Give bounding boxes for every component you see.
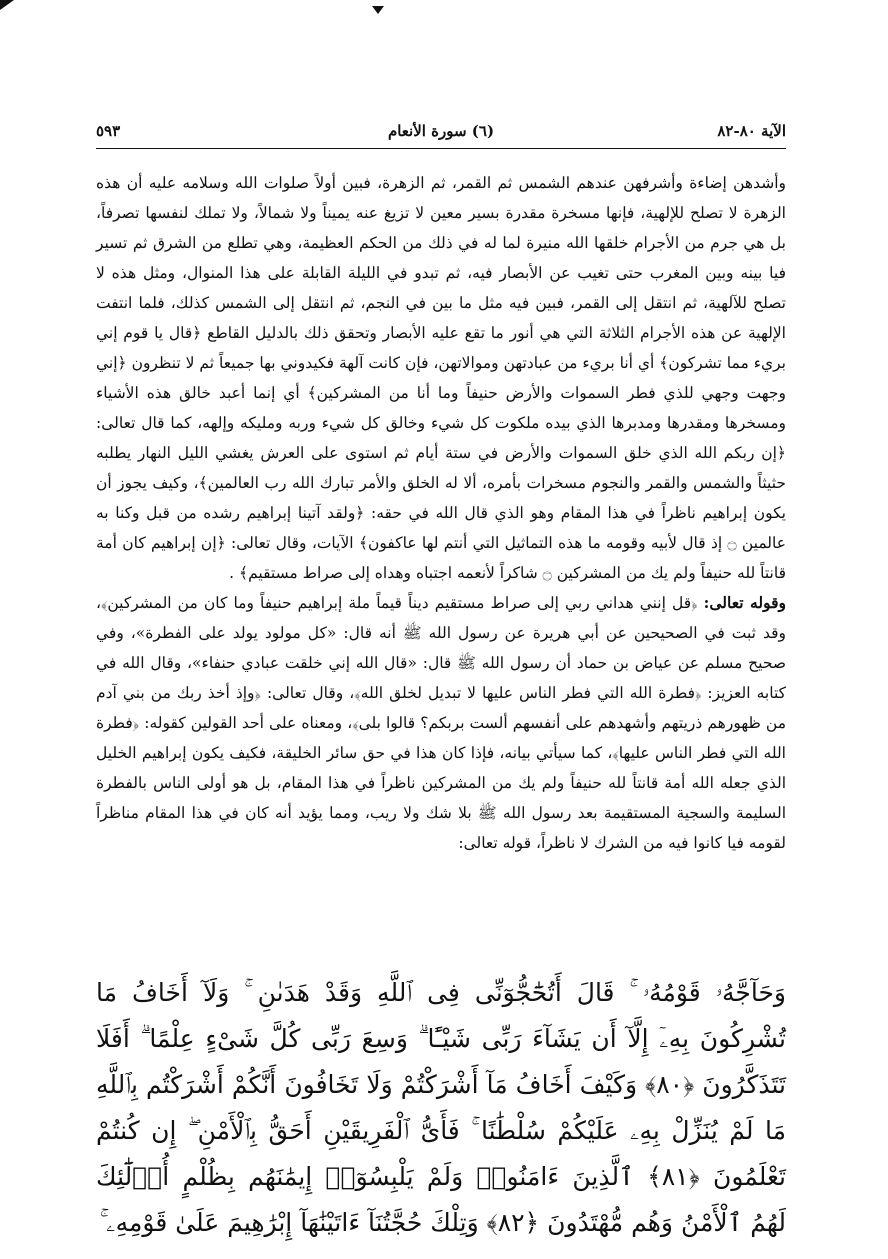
paragraph-lead-phrase: وقوله تعالى: <box>703 593 786 612</box>
header-divider <box>96 148 786 149</box>
header-surah-title: (٦) سورة الأنعام <box>387 122 495 140</box>
commentary-paragraph-2 <box>96 588 786 858</box>
scan-corner-mark <box>0 0 14 10</box>
commentary-text <box>96 168 786 858</box>
header-verse-range: الآية ٨٠-٨٢ <box>717 122 786 140</box>
running-header <box>96 122 786 146</box>
scan-top-mark <box>372 6 384 14</box>
page-number: ٥٩٣ <box>96 122 121 140</box>
quran-verses-block: وَحَآجَّهُۥ قَوْمُهُۥ ۚ قَالَ أَتُحَٰٓجُّوٓنِّى فِى ٱللَّهِ وَقَدْ هَدَىٰنِ ۚ وَلَآ أَخَافُ مَا تُشْرِكُونَ بِهِۦٓ إِلَّآ أَن يَشَآءَ رَبِّى شَيْـًٔا ۗ وَسِعَ رَبِّى كُلَّ شَىْءٍ عِلْمًا ۗ أَفَلَا تَتَذَكَّرُونَ ﴿٨٠﴾ وَكَيْفَ أَخَافُ مَآ أَشْرَكْتُمْ وَلَا تَخَافُونَ أَنَّكُمْ أَشْرَكْتُم بِٱللَّهِ مَا لَمْ يُنَزِّلْ بِهِۦ عَلَيْكُمْ سُلْطَٰنًا ۚ فَأَىُّ ٱلْفَرِيقَيْنِ أَحَقُّ بِٱلْأَمْنِ ۖ إِن كُنتُمْ تَعْلَمُونَ ﴿٨١﴾ ٱلَّذِينَ ءَامَنُوا۟ وَلَمْ يَلْبِسُوٓا۟ إِيمَٰنَهُم بِظُلْمٍ أُو۟لَٰٓئِكَ لَهُمُ ٱلْأَمْنُ وَهُم مُّهْتَدُونَ ﴿٨٢﴾ وَتِلْكَ حُجَّتُنَآ ءَاتَيْنَٰهَآ إِبْرَٰهِيمَ عَلَىٰ قَوْمِهِۦ ۚ <box>96 978 786 1237</box>
commentary-paragraph-1: وأشدهن إضاءة وأشرفهن عندهم الشمس ثم القمر، ثم الزهرة، فبين أولاً صلوات الله وسلامه عليه أن هذه الزهرة لا تصلح للإلهية، فإنها مسخرة مقدرة بسير معين لا تزيغ عنه يميناً ولا شمالاً، ولا تملك لنفسها تصرفاً، بل هي جرم من الأجرام خلقها الله منيرة لما له في ذلك من الحكم العظيمة، وهي تطلع من الشرق ثم تسير فيا بينه وبين المغرب حتى تغيب عن الأبصار فيه، ثم تبدو في الليلة القابلة على هذا المنوال، ومثل هذه لا تصلح للآلهية، ثم انتقل إلى القمر، فبين فيه مثل ما بين في النجم، ثم انتقل إلى الشمس كذلك، فلما انتفت الإلهية عن هذه الأجرام الثلاثة التي هي أنور ما تقع عليه الأبصار وتحقق ذلك بالدليل القاطع ﴿قال يا قوم إني بريء مما تشركون﴾ أي أنا بريء من عبادتهن وموالاتهن، فإن كانت آلهة فكيدوني بها جميعاً ثم لا تنظرون ﴿إني وجهت وجهي للذي فطر السموات والأرض حنيفاً وما أنا من المشركين﴾ أي إنما أعبد خالق هذه الأشياء ومسخرها ومقدرها ومدبرها الذي بيده ملكوت كل شيء وخالق كل شيء وربه ومليكه وإلهه، كما قال تعالى: ﴿إن ربكم الله الذي خلق السموات والأرض في ستة أيام ثم استوى على العرش يغشي الليل النهار يطلبه حثيثاً والشمس والقمر والنجوم مسخرات بأمره، ألا له الخلق والأمر تبارك الله رب العالمين﴾، وكيف يجوز أن يكون إبراهيم ناظراً في هذا المقام وهو الذي قال الله في حقه: ﴿ولقد آتينا إبراهيم رشده من قبل وكنا به عالمين ۝ إذ قال لأبيه وقومه ما هذه التماثيل التي أنتم لها عاكفون﴾ الآيات، وقال تعالى: ﴿إن إبراهيم كان أمة قانتاً لله حنيفاً ولم يك من المشركين ۝ شاكراً لأنعمه اجتباه وهداه إلى صراط مستقيم﴾ . <box>96 174 786 582</box>
paragraph-2-text: ﴿قل إنني هداني ربي إلى صراط مستقيم ديناً قيماً ملة إبراهيم حنيفاً وما كان من المشركين﴾، وقد ثبت في الصحيحين عن أبي هريرة عن رسول الله ﷺ أنه قال: «كل مولود يولد على الفطرة»، وفي صحيح مسلم عن عياض بن حماد أن رسول الله ﷺ قال: «قال الله إني خلقت عبادي حنفاء»، وقال الله في كتابه العزيز: ﴿فطرة الله التي فطر الناس عليها لا تبديل لخلق الله﴾، وقال تعالى: ﴿وإذ أخذ ربك من بني آدم من ظهورهم ذريتهم وأشهدهم على أنفسهم ألست بربكم؟ قالوا بلى﴾، ومعناه على أحد القولين كقوله: ﴿فطرة الله التي فطر الناس عليها﴾، كما سيأتي بيانه، فإذا كان هذا في حق سائر الخليقة، فكيف يكون إبراهيم الخليل الذي جعله الله أمة قانتاً لله حنيفاً ولم يك من المشركين ناظراً في هذا المقام، بل هو أولى الناس بالفطرة السليمة والسجية المستقيمة بعد رسول الله ﷺ بلا شك ولا ريب، ومما يؤيد أنه كان في هذا المقام مناظراً لقومه فيا كانوا فيه من الشرك لا ناظراً، قوله تعالى: <box>96 594 786 852</box>
